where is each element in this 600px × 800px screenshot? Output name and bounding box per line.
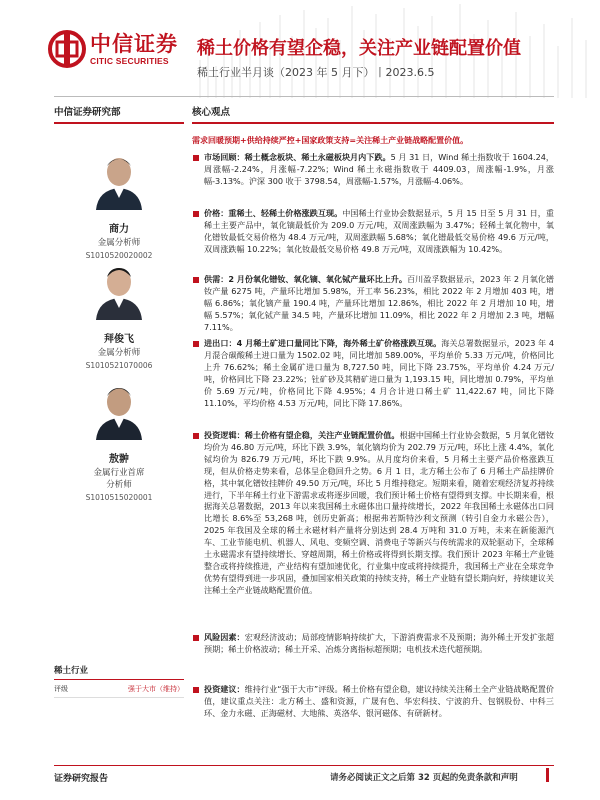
- paragraph-text: 中国稀土行业协会数据显示，5 月 15 日至 5 月 31 日，重稀土主要产品中，氧化镝最低价为 209.0 万元/吨，双周涨跌幅为 3.47%；轻稀土氧化物中，氧化镨钕最低交易价格为 48.4 万元/吨，双周涨跌幅 5.68%；氧化镨最低交易价格 49.6 万元/吨，双周涨跌幅 10.22%；氧化钕最低交易价格 49.8 万元/吨，双周涨跌幅为 10.42%。: [204, 208, 554, 254]
- analyst-cert-number: S1010520020002: [85, 251, 153, 260]
- research-dept-heading: 中信证券研究部: [54, 107, 121, 118]
- analyst-role: 金属行业首席 分析师: [93, 468, 145, 490]
- paragraph-lead: 价格：重稀土、轻稀土价格涨跌互现。: [204, 208, 343, 218]
- footer-report-type: 证券研究报告: [54, 774, 109, 784]
- analyst-photo-icon: [92, 260, 146, 320]
- paragraph-lead: 风险因素：: [204, 632, 245, 642]
- logo-chinese-name: 中信证券: [90, 32, 178, 56]
- bullet-paragraph: [192, 274, 554, 334]
- paragraph-lead: 投资逻辑：稀土价格有望企稳，关注产业链配置价值。: [204, 430, 400, 440]
- analyst-photo-icon: [92, 380, 146, 440]
- bullet-paragraph: [192, 632, 554, 656]
- paragraph-text: 百川盈孚数据显示，2023 年 2 月氧化镨钕产量 6275 吨，产量环比增加 5.98%，开工率 56.23%，相比 2022 年 2 月增加 403 吨，增幅 6.86%；氧化镝产量 190.4 吨，产量环比增加 12.86%，相比 2022 年 2 月增加 10 吨，增幅 5.57%；氧化铽产量 34.5 吨，产量环比增加 11.09%，相比 2022 年 2 月增加 2.3 吨，增幅 7.11%。: [204, 274, 555, 332]
- bullet-marker-icon: [193, 211, 199, 217]
- footer-accent-bar: [546, 768, 549, 782]
- analyst-name: 商力: [109, 224, 129, 235]
- bullet-paragraph: [192, 684, 554, 720]
- analyst-card: [54, 150, 184, 260]
- bullet-paragraph: [192, 152, 554, 188]
- rating-box-rule: [54, 679, 184, 680]
- bullet-paragraph: [192, 338, 554, 409]
- summary-line: 需求回暖预期+供给持续严控+国家政策支持=关注稀土产业链战略配置价值。: [192, 135, 469, 145]
- paragraph-text: 维持行业“强于大市”评级。稀土价格有望企稳，建议持续关注稀土全产业链战略配置价值，建议重点关注：北方稀土、盛和资源，广晟有色、华宏科技、宁波韵升、包钢股份、中科三环、金力永磁、正海磁材、大地熊、英洛华、银河磁体、有研新材。: [204, 684, 554, 718]
- report-title: 稀土价格有望企稳，关注产业链配置价值: [197, 38, 521, 59]
- citic-logo-icon: [48, 30, 86, 68]
- analyst-role: 金属分析师: [97, 238, 141, 248]
- core-views-heading: 核心观点: [192, 107, 231, 118]
- bullet-marker-icon: [193, 687, 199, 693]
- core-views-column: [192, 104, 555, 718]
- bullet-marker-icon: [193, 433, 199, 439]
- rating-label: 评级: [54, 685, 68, 693]
- analyst-card: [54, 380, 184, 502]
- paragraph-lead: 投资建议：: [204, 684, 245, 694]
- analyst-column: [54, 104, 184, 502]
- footer-divider: [54, 765, 554, 766]
- analyst-role: 金属分析师: [97, 348, 141, 358]
- bullet-marker-icon: [193, 155, 199, 161]
- bullet-paragraph: [192, 208, 554, 256]
- paragraph-text: 宏观经济波动；局部疫情影响持续扩大，下游消费需求不及预期；海外稀土开发扩张超预期；稀土价格波动；稀土开采、冶炼分离指标超预期；电机技术迭代超预期。: [204, 632, 554, 654]
- bullet-marker-icon: [193, 635, 199, 641]
- header-divider: [54, 96, 554, 97]
- analyst-cert-number: S1010521070006: [85, 361, 153, 370]
- bullet-marker-icon: [193, 341, 199, 347]
- paragraph-text: 5 月 31 日，Wind 稀土指数收于 1604.24，周涨幅-2.24%，月涨幅-7.22%；Wind 稀土永磁指数收于 4409.03，周涨幅-1.9%，月涨幅-3.13%。沪深 300 收于 3798.54，周涨幅-1.57%，月涨幅-4.06%。: [204, 152, 554, 186]
- heading-rule: [54, 122, 184, 124]
- footer-disclaimer: 请务必阅读正文之后第 32 页起的免责条款和声明: [330, 773, 518, 783]
- analyst-name: 敖翀: [109, 454, 129, 465]
- rating-row: [54, 684, 184, 698]
- paragraph-lead: 进出口：4 月稀土矿进口量同比下降，海外稀土矿价格涨跌互现。: [204, 338, 442, 348]
- paragraph-text: 海关总署数据显示，2023 年 4 月混合碳酸稀土进口量为 1502.02 吨，同比增加 589.00%，平均单价 5.33 万元/吨，价格同比上升 76.62%；稀土金属矿进口量为 8,727.50 吨，同比下降 23.75%，平均单价 4.24 万元/吨，价格同比下降 23.22%；钍矿砂及其精矿进口量为 1,193.15 吨，同比增加 0.79%，平均单价 5.69 万元/吨，价格同比下降 4.95%；4 月合计进口稀土矿 11,422.67 吨，同比下降 11.10%，平均价格 4.53 万元/吨，同比下降 17.86%。: [204, 338, 554, 408]
- paragraph-lead: 供需：2 月份氧化镨钕、氧化镝、氧化铽产量环比上升。: [204, 274, 408, 284]
- rating-box: [54, 664, 184, 698]
- analyst-card: [54, 260, 184, 370]
- rating-box-title: 稀土行业: [54, 666, 89, 676]
- report-subtitle: 稀土行业半月谈（2023 年 5 月下）丨2023.6.5: [197, 66, 435, 79]
- logo-english-name: CITIC SECURITIES: [90, 56, 169, 66]
- rating-value: 强于大市（维持）: [128, 685, 184, 693]
- paragraph-text: 根据中国稀土行业协会数据，5 月氧化镨钕均价为 46.80 万元/吨，环比下跌 3.9%，氧化镝均价为 202.79 万元/吨，环比上涨 4.4%，氧化铽均价为 826.79 万元/吨，环比下跌 9.9%。从月度均价来看，5 月稀土主要产品价格涨跌互现，但从价格走势来看，总体呈企稳回升之势。6 月 1 日，北方稀土公布了 6 月稀土产品挂牌价格，其中氧化镨钕挂牌价 49.50 万元/吨，环比 5 月维持稳定。短期来看，随着宏观经济复苏持续进行，下半年稀土行业下游需求或将逐步回暖，我们预计稀土价格有望得到支撑。中长期来看，根据海关总署数据，2013 年以来我国稀土永磁体出口量持续增长，2022 年我国稀土永磁体出口同比增长 8.6%至 53,268 吨，创历史新高；根据弗若斯特沙利文预测（转引自金力永磁公告），2025 年我国及全球的稀土永磁材料产量将分别达到 28.4 万吨和 31.0 万吨，未来在新能源汽车、工业节能电机、机器人、风电、变频空调、消费电子等新兴与传统需求的双轮驱动下，全球稀土永磁需求有望持续增长、穿越周期，稀土价格或将得到长期支撑。我们预计 2023 年稀土产业链整合或将持续推进，产业结构有望加速优化，行业集中度或将持续提升，我国稀土产业在全球竞争优势有望得到进一步巩固，叠加国家相关政策的持续支持，稀土产业链有望长期向好，持续建议关注稀土全产业链战略配置价值。: [204, 430, 554, 595]
- analyst-name: 拜俊飞: [104, 334, 134, 345]
- bullet-paragraph: [192, 430, 554, 597]
- analyst-photo-icon: [92, 150, 146, 210]
- paragraph-lead: 市场回顾：稀土概念板块、稀土永磁板块月内下跌。: [204, 152, 391, 162]
- report-header: [0, 0, 600, 98]
- heading-rule: [192, 122, 554, 124]
- analyst-cert-number: S1010515020001: [85, 493, 153, 502]
- bullet-marker-icon: [193, 277, 199, 283]
